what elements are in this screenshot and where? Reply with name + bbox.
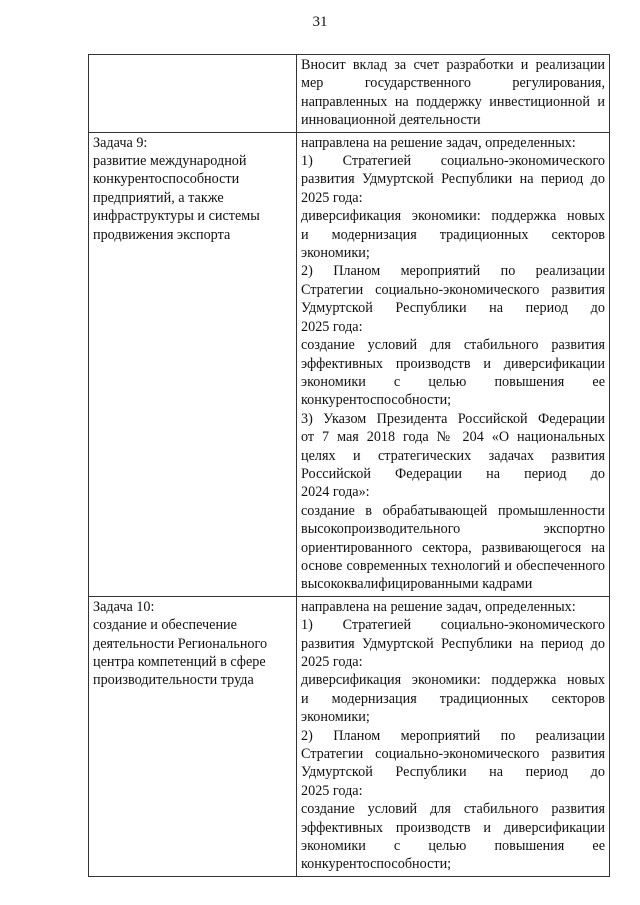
task-description-line: предприятий, а также bbox=[93, 189, 224, 206]
task-description-line: инфраструктуры и системы bbox=[93, 208, 260, 225]
table-row bbox=[89, 132, 610, 596]
description-line: создание условий для стабильного развития bbox=[301, 337, 605, 354]
task-description-line: развитие международной bbox=[93, 153, 247, 170]
description-line: 2025 года: bbox=[301, 318, 363, 335]
description-line: 2) Планом мероприятий по реализации bbox=[301, 263, 605, 280]
description-line: основе современных технологий и обеспеченного bbox=[301, 557, 605, 574]
description-line: 2025 года: bbox=[301, 189, 363, 206]
description-line: направлена на решение задач, определенных: bbox=[301, 598, 576, 615]
task-description-line: продвижения экспорта bbox=[93, 226, 231, 243]
task-title: Задача 10: bbox=[93, 598, 155, 615]
description-line: 2025 года: bbox=[301, 782, 363, 799]
task-description-line: центра компетенций в сфере bbox=[93, 654, 266, 670]
description-line: направлена на решение задач, определенных: bbox=[301, 134, 576, 151]
page-number: 31 bbox=[312, 14, 328, 30]
task-description-line: конкурентоспособности bbox=[93, 171, 240, 188]
description-line: экономики; bbox=[301, 245, 370, 262]
description-line: конкурентоспособности; bbox=[301, 392, 452, 409]
description-line: целях и стратегических задачах развития bbox=[301, 447, 605, 464]
task-description-line: деятельности Регионального bbox=[93, 635, 268, 652]
task-description-line: создание и обеспечение bbox=[93, 617, 237, 634]
description-line: экономики с целью повышения ее bbox=[301, 838, 605, 855]
task-description-line: производительности труда bbox=[93, 672, 254, 689]
description-line: создание в обрабатывающей промышленности bbox=[301, 502, 605, 519]
goals-table bbox=[88, 54, 610, 877]
task-cell bbox=[89, 596, 297, 876]
description-line: экономики; bbox=[301, 709, 370, 726]
description-line: эффективных производств и диверсификации bbox=[301, 355, 605, 372]
description-line: ориентированного сектора, развивающегося на bbox=[301, 539, 605, 556]
description-line: и модернизация традиционных секторов bbox=[301, 226, 605, 243]
description-line: направленных на поддержку инвестиционной и bbox=[301, 93, 605, 110]
description-line: 1) Стратегией социально-экономического bbox=[301, 153, 605, 170]
description-line: Удмуртской Республики на период до bbox=[301, 300, 605, 317]
description-line: Удмуртской Республики на период до bbox=[301, 764, 605, 781]
task-cell bbox=[89, 55, 297, 133]
description-line: 2025 года: bbox=[301, 654, 363, 670]
task-title: Задача 9: bbox=[93, 134, 148, 151]
description-line: Российской Федерации на период до bbox=[301, 465, 605, 482]
description-cell bbox=[297, 132, 610, 596]
description-line: и модернизация традиционных секторов bbox=[301, 690, 605, 707]
description-line: Стратегии социально-экономического развития bbox=[301, 746, 605, 763]
description-cell bbox=[297, 55, 610, 133]
description-line: развития Удмуртской Республики на период до bbox=[301, 635, 605, 652]
description-line: 2024 года»: bbox=[301, 484, 370, 501]
description-line: эффективных производств и диверсификации bbox=[301, 819, 605, 836]
description-line: Стратегии социально-экономического развития bbox=[301, 281, 605, 298]
description-line: мер государственного регулирования, bbox=[301, 75, 605, 92]
description-line: Вносит вклад за счет разработки и реализации bbox=[301, 57, 605, 73]
table-row bbox=[89, 596, 610, 876]
description-line: высококвалифицированными кадрами bbox=[301, 576, 533, 593]
description-line: 2) Планом мероприятий по реализации bbox=[301, 727, 605, 744]
description-line: создание условий для стабильного развития bbox=[301, 801, 605, 818]
description-line: инновационной деятельности bbox=[301, 112, 481, 129]
description-line: экономики с целью повышения ее bbox=[301, 373, 605, 390]
description-line: высокопроизводительного экспортно bbox=[301, 521, 605, 538]
task-cell bbox=[89, 132, 297, 596]
description-line: конкурентоспособности; bbox=[301, 856, 452, 873]
description-line: 3) Указом Президента Российской Федерации bbox=[301, 410, 605, 427]
table-row bbox=[89, 55, 610, 133]
description-line: развития Удмуртской Республики на период до bbox=[301, 171, 605, 188]
description-line: диверсификация экономики: поддержка новых bbox=[301, 672, 605, 689]
description-line: 1) Стратегией социально-экономического bbox=[301, 617, 605, 634]
description-cell bbox=[297, 596, 610, 876]
description-line: от 7 мая 2018 года № 204 «О национальных bbox=[301, 429, 605, 446]
description-line: диверсификация экономики: поддержка новых bbox=[301, 208, 605, 225]
